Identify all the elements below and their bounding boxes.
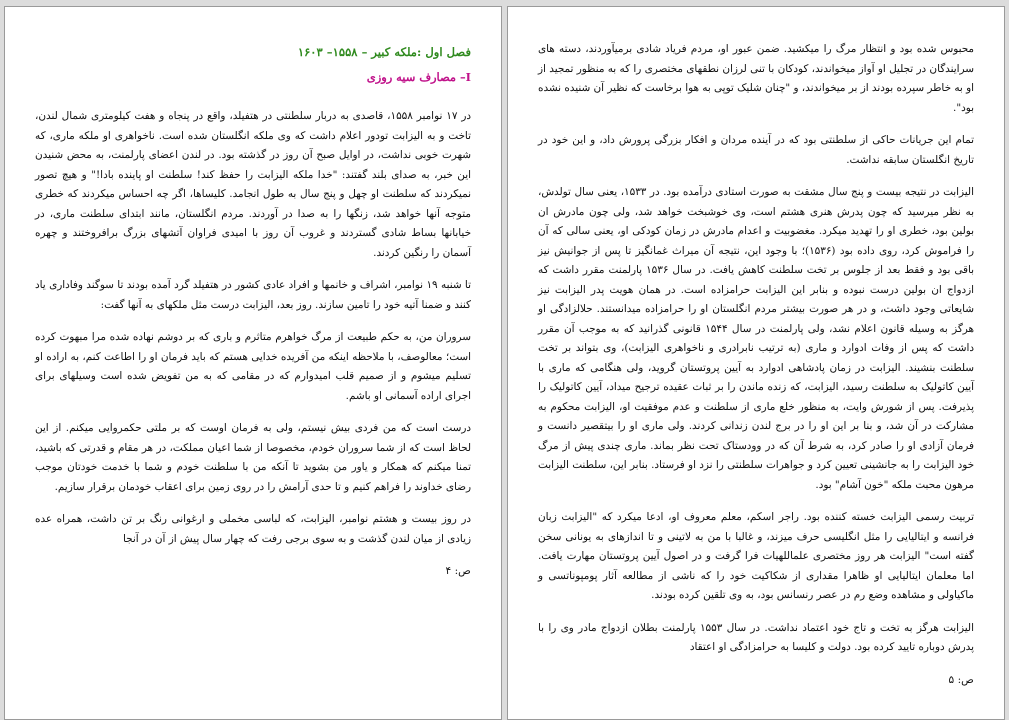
section-title: I– مصارف سیه روزی — [366, 70, 471, 84]
paragraph: محبوس شده بود و انتظار مرگ را میکشید. ضمن عبور او، مردم فریاد شادی برمیآوردند، دسته های سرایندگان در تجلیل او آواز میخواندند، کودکان با تنی لرزان نطقهای مختصری را که به منظور تمجید از او به خاطر سپرده بودند از بر میخواندند، و "چنان شلیک توپی به هوا برخاست که نظیر آن شنیده نشده بود". — [538, 43, 974, 114]
left-page-content — [35, 41, 471, 582]
page-number: ص: ۴ — [445, 565, 471, 577]
left-page — [4, 6, 502, 720]
page-number: ص: ۵ — [948, 673, 974, 686]
paragraph: تمام این جریانات حاکی از سلطنتی بود که در آینده مردان و افکار بزرگی پرورش داد، و این خود در تاریخ انگلستان سابقه نداشت. — [538, 134, 974, 166]
paragraph: درست است که من فردی بیش نیستم، ولی به فرمان اوست که بر ملتی حکمروایی میکنم. از این لحاظ است که از شما سروران خودم، مخصوصا از شما اعیان مملکت، در هر مقام و قدرتی که باشید، تمنا میکنم که همکار و یاور من بشوید تا آنکه من با سلطنت خودم و شما با خدمت خودتان موجب رضای خداوند را فراهم کنیم و تا حدی آرامش را در روی زمین برای اعقاب خودمان برقرار سازیم. — [35, 422, 471, 493]
right-page — [507, 6, 1005, 720]
paragraph: الیزابت هرگز به تخت و تاج خود اعتماد نداشت. در سال ۱۵۵۳ پارلمنت بطلان ازدواج مادر وی را با پدرش دوباره تایید کرده بود. دولت و کلیسا به حرامزادگی او اعتقاد — [538, 621, 974, 653]
paragraph: تا شنبه ۱۹ نوامبر، اشراف و خانمها و افراد عادی کشور در هتفیلد گرد آمده بودند تا سوگند وفاداری یاد کنند و ضمنا آتیه خود را تامین سازند. روز بعد، الیزابت درست مثل ملکهای به آنها گفت: — [35, 279, 471, 311]
paragraph: تربیت رسمی الیزابت خسته کننده بود. راجر اسکم، معلم معروف او، ادعا میکرد که "الیزابت زبان فرانسه و ایتالیایی را مثل انگلیسی حرف میزند، و غالبا با من به لاتینی و تا اندازهای به یونانی سخن گفته است" الیزابت هر روز مختصری علماللهیات فرا گرفت و در اصول آیین پروتستان مهارت یافت. اما معلمان ایتالیایی او ظاهرا مقداری از شکاکیت خود را که ناشی از مطالعه آثار پومپوناتسی و ماکیاولی و مشاهده وضع رم در عصر رنسانس بود، به وی تلقین کرده بودند. — [538, 511, 974, 601]
paragraph: در روز بیست و هشتم نوامبر، الیزابت، که لباسی مخملی و ارغوانی رنگ بر تن داشت، همراه عده زیادی از میان لندن گذشت و به سوی برجی رفت که چهار سال پیش از آن در آنجا — [35, 513, 471, 545]
right-page-content — [538, 40, 974, 690]
paragraph: الیزابت در نتیجه بیست و پنج سال مشقت به صورت استادی درآمده بود. در ۱۵۳۳، یعنی سال تولدش، به نظر میرسید که چون پدرش هنری هشتم است، وی خوشبخت خواهد شد، ولی چون مادرش ان بولین بود، خطری او را تهدید میکرد. مغضوبیت و اعدام مادرش در زمان کودکی او، یعنی سالی که آن را فراموش کرد، روی داده بود (۱۵۳۶)؛ با وجود این، نتیجه آن میراث غمانگیز تا پس از جوانیش نیز باقی بود و فقط بعد از جلوس بر تخت سلطنت کاهش یافت. در سال ۱۵۳۶ پارلمنت مقرر داشت که ازدواج ان بولین درست نبوده و بنابر این الیزابت حرامزاده است. در همان هویت پدر الیزابت نیز شایعاتی وجود داشت، و در هر صورت بیشتر مردم انگلستان او را حرامزاده میدانستند. حلالزادگی او هرگز به وسیله قانون اعلام نشد، ولی پارلمنت در سال ۱۵۴۴ قانونی گذرانید که به موجب آن مقرر داشت که پس از وفات ادوارد و ماری (به ترتیب نابرادری و ناخواهری الیزابت)، وی بتواند بر تخت سلطنت بنشیند. الیزابت در زمان پادشاهی ادوارد به آیین پروتستان گروید، ولی هنگامی که ماری با آیین کاتولیک به سلطنت رسید، الیزابت، که زنده ماندن را بر ثبات عقیده ترجیح میداد، آیین کاتولیک را پذیرفت. پس از شورش وایت، به منظور خلع ماری از سلطنت و عدم موفقیت او، الیزابت محکوم به مشارکت در آن شد، و بنا بر این او را در برج لندن زندانی کردند. ولی ماری او را بیتقصیر دانست و فرمان آزادی او را صادر کرد، به شرط آن که در وودستاک تحت نظر بماند. ماری چندی پیش از مرگ خود الیزابت را به جانشینی تعیین کرد و جواهرات سلطنتی را نزد او فرستاد. بنابر این، سلطنت الیزابت مرهون محبت ملکه "خون آشام" بود. — [538, 186, 975, 491]
paragraph: سروران من، به حکم طبیعت از مرگ خواهرم متاثرم و باری که بر دوشم نهاده شده مرا مبهوت کرده است؛ معالوصف، با ملاحظه اینکه من آفریده خدایی هستم که باید فرمان او را اطاعت کنم، به اراده او تسلیم میشوم و از صمیم قلب امیدوارم که در مقامی که به من تفویض شده است وسیلهای برای اجرای اراده آسمانی او باشم. — [35, 331, 471, 402]
paragraph: در ۱۷ نوامبر ۱۵۵۸، قاصدی به دربار سلطنتی در هتفیلد، واقع در پنجاه و هفت کیلومتری شمال لندن، تاخت و به الیزابت تودور اعلام داشت که وی ملکه انگلستان شده است. ناخواهری او ملکه ماری، که شهرت خوبی نداشت، در اوایل صبح آن روز در گذشته بود. در لندن اعضای پارلمنت، به محض شنیدن این خبر، به صدای بلند گفتند: "خدا ملکه الیزابت را حفظ کند! سلطنت او پاینده بادا!" و هیچ تصور نمیکردند که سلطنت او چهل و پنج سال به طول انجامد. کلیساها، اگر چه احساس میکردند که خطری متوجه آنها خواهد شد، زنگها را به صدا در آوردند. مردم انگلستان، مانند ابتدای سلطنت ماری، در خیابانها بساط شادی گستردند و غروب آن روز با امیدی فراوان آتشهای بزرگ برافروختند و چهره آسمان را رنگین کردند. — [35, 110, 472, 259]
chapter-title: فصل اول :ملکه کبیر – ۱۵۵۸– ۱۶۰۳ — [297, 45, 471, 59]
